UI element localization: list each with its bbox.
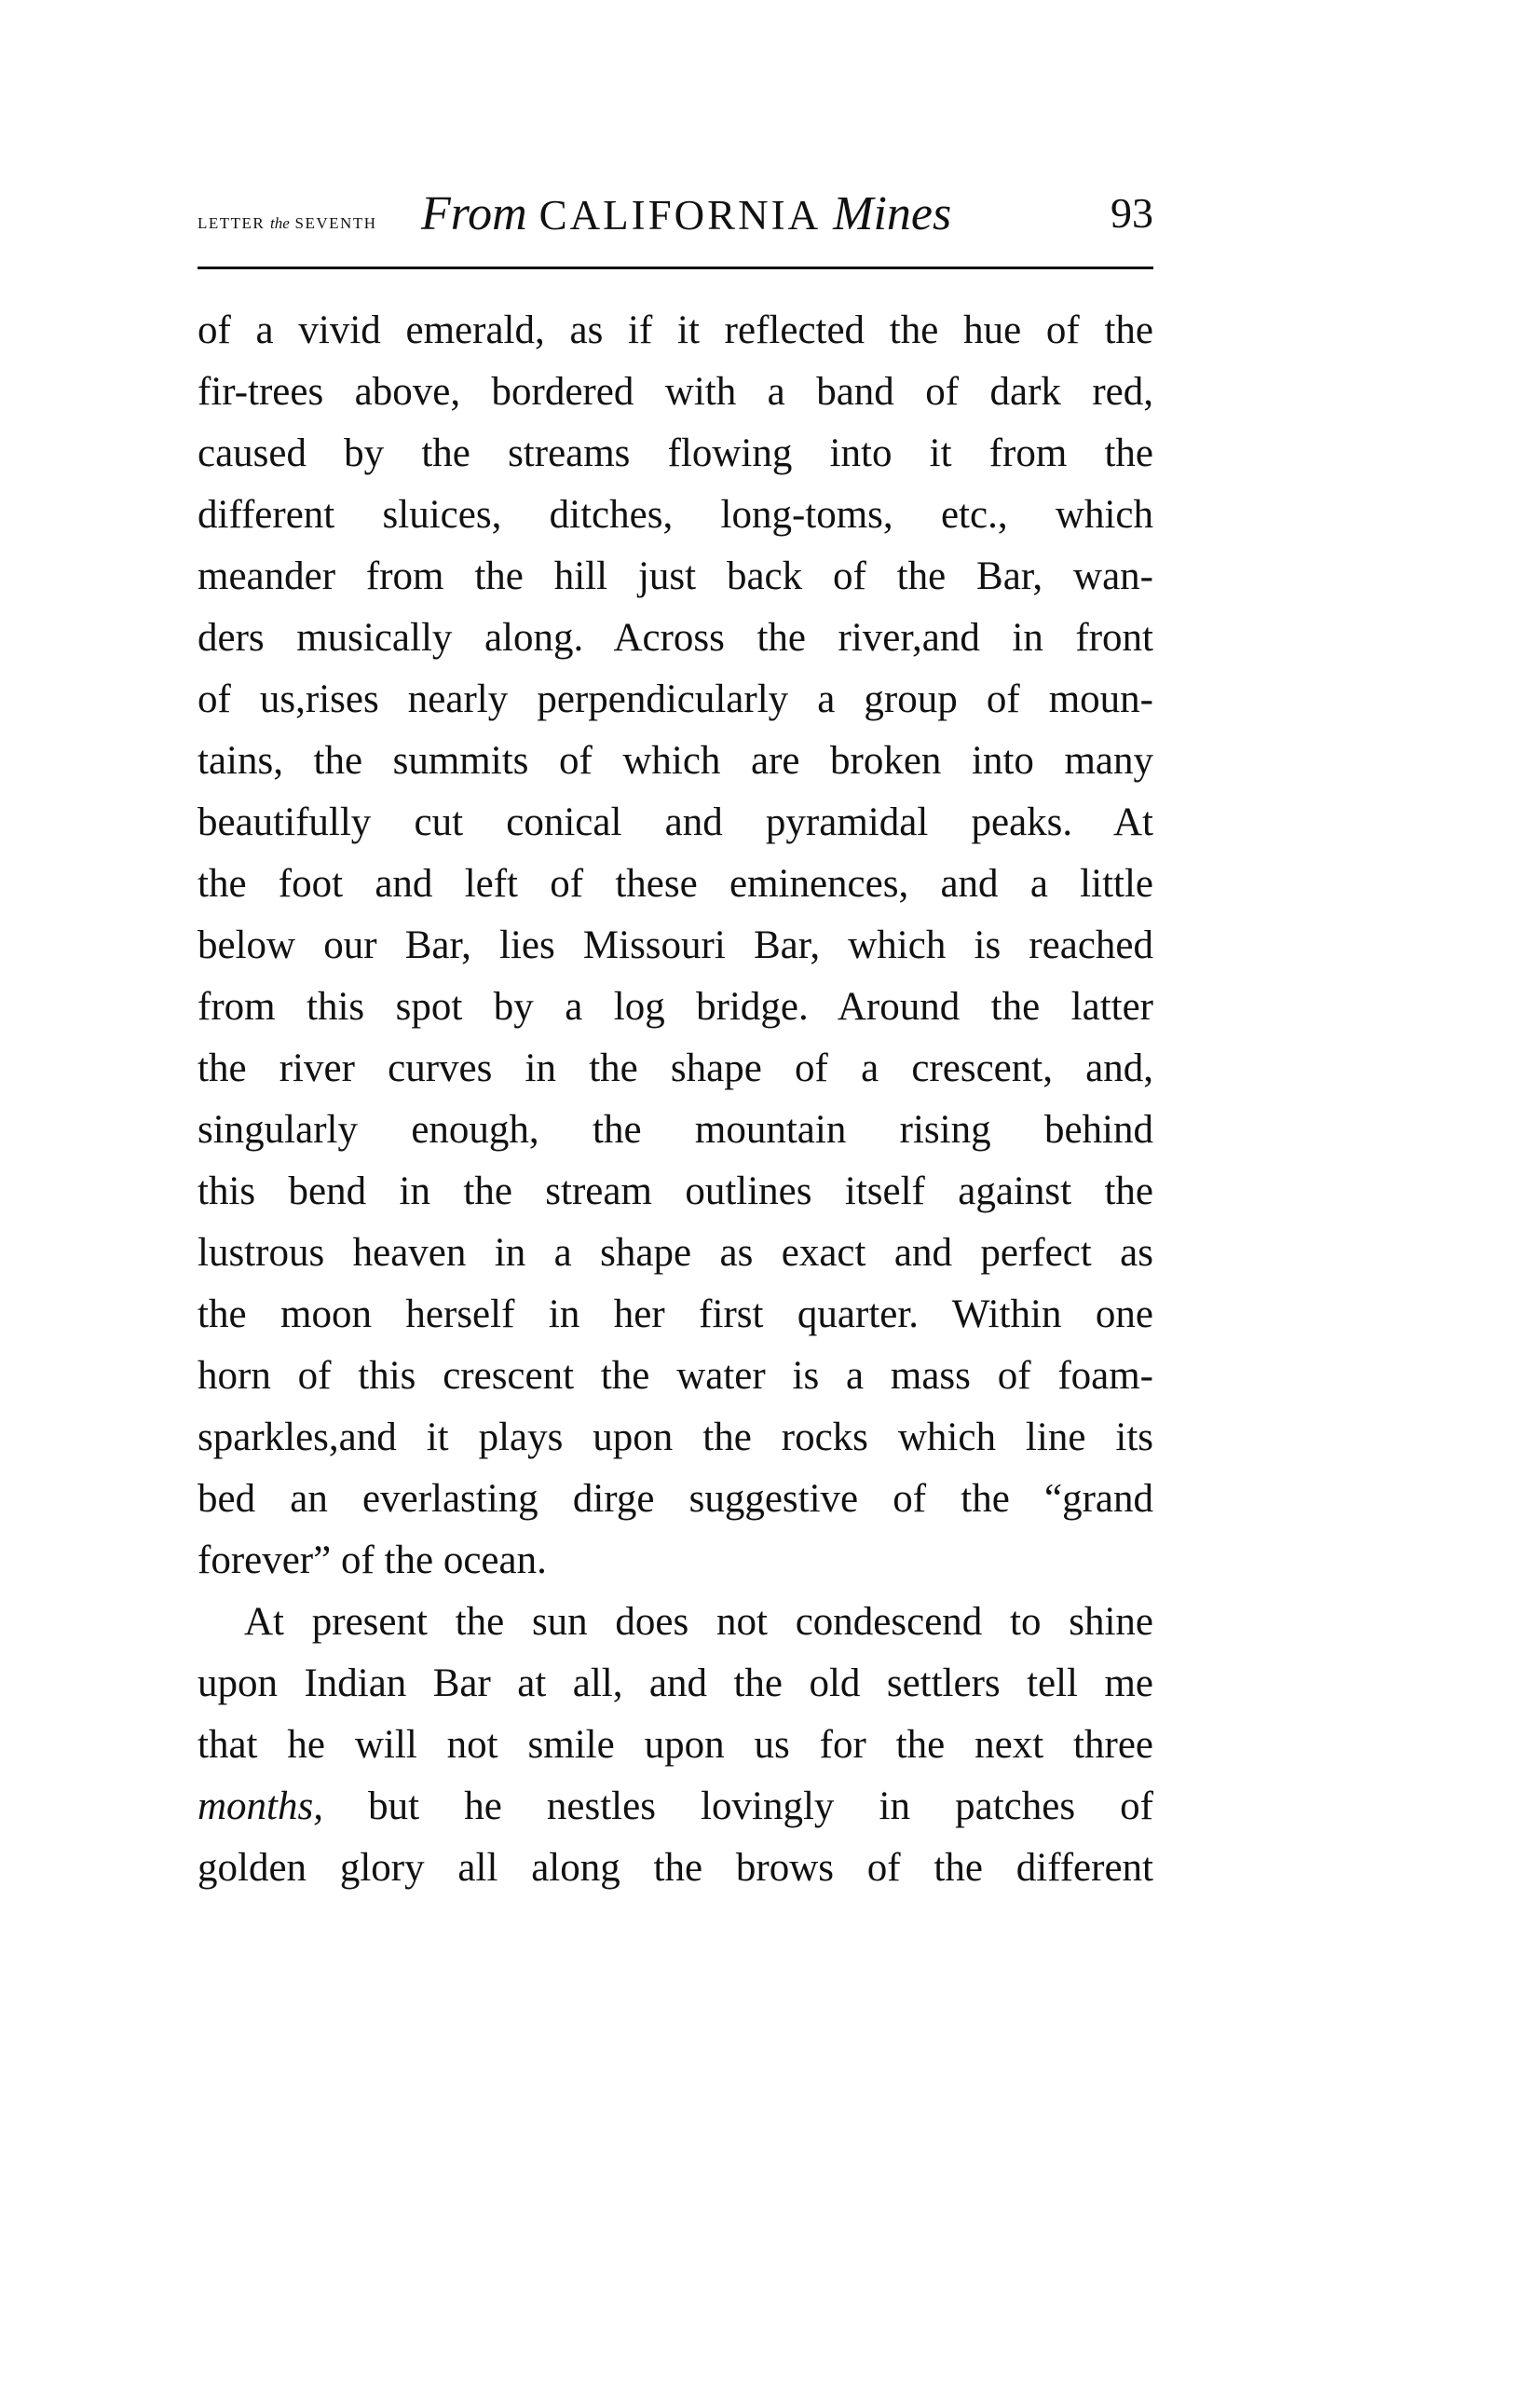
text-line: the moon herself in her first quarter. Within one (198, 1292, 1153, 1336)
header-the-word: the (270, 214, 290, 232)
header-letter-word: LETTER (198, 214, 266, 232)
text-line: golden glory all along the brows of the different (198, 1846, 1153, 1890)
page-number: 93 (1111, 189, 1153, 237)
paragraph-end-line: forever” of the ocean. (198, 1538, 547, 1582)
text-line: different sluices, ditches, long-toms, etc., which (198, 493, 1153, 537)
header-california-word: CALIFORNIA (538, 192, 822, 239)
header-seventh-word: SEVENTH (294, 214, 377, 232)
text-line (198, 1776, 1153, 1838)
text-line: beautifully cut conical and pyramidal peaks. At (198, 800, 1153, 844)
text-line: lustrous heaven in a shape as exact and perfect as (198, 1231, 1153, 1275)
text-line: this bend in the stream outlines itself against the (198, 1169, 1153, 1213)
running-header-letter-label (198, 214, 377, 233)
header-mines-word: Mines (833, 187, 952, 240)
text-line: that he will not smile upon us for the next three (198, 1723, 1153, 1767)
text-line: caused by the streams flowing into it from the (198, 431, 1153, 475)
body-text (198, 300, 1153, 1899)
header-from-word: From (421, 187, 527, 240)
text-line: below our Bar, lies Missouri Bar, which is reached (198, 923, 1153, 967)
italic-word: months, (198, 1784, 323, 1828)
text-line: meander from the hill just back of the Bar, wan- (198, 554, 1153, 598)
text-line: upon Indian Bar at all, and the old settlers tell me (198, 1661, 1153, 1705)
paragraph-start-line: At present the sun does not condescend to shine (244, 1600, 1153, 1644)
text-line-rest: but he nestles lovingly in patches of (322, 1784, 1153, 1828)
text-line: sparkles,and it plays upon the rocks which line its (198, 1415, 1153, 1459)
text-line: from this spot by a log bridge. Around the latter (198, 985, 1153, 1029)
text-line: the river curves in the shape of a crescent, and, (198, 1046, 1153, 1090)
text-line: tains, the summits of which are broken into many (198, 739, 1153, 783)
text-line: bed an everlasting dirge suggestive of the “grand (198, 1477, 1153, 1521)
text-line: the foot and left of these eminences, and a little (198, 862, 1153, 906)
header-rule (198, 267, 1153, 269)
text-line: fir-trees above, bordered with a band of dark red, (198, 370, 1153, 414)
text-line: of a vivid emerald, as if it reflected the hue of the (198, 308, 1153, 352)
running-header-title (421, 186, 951, 241)
text-line: singularly enough, the mountain rising behind (198, 1108, 1153, 1152)
text-line: horn of this crescent the water is a mass of foam- (198, 1354, 1153, 1398)
text-line: ders musically along. Across the river,and in front (198, 616, 1153, 660)
running-header (198, 186, 1153, 261)
text-line: of us,rises nearly perpendicularly a group of moun- (198, 677, 1153, 721)
